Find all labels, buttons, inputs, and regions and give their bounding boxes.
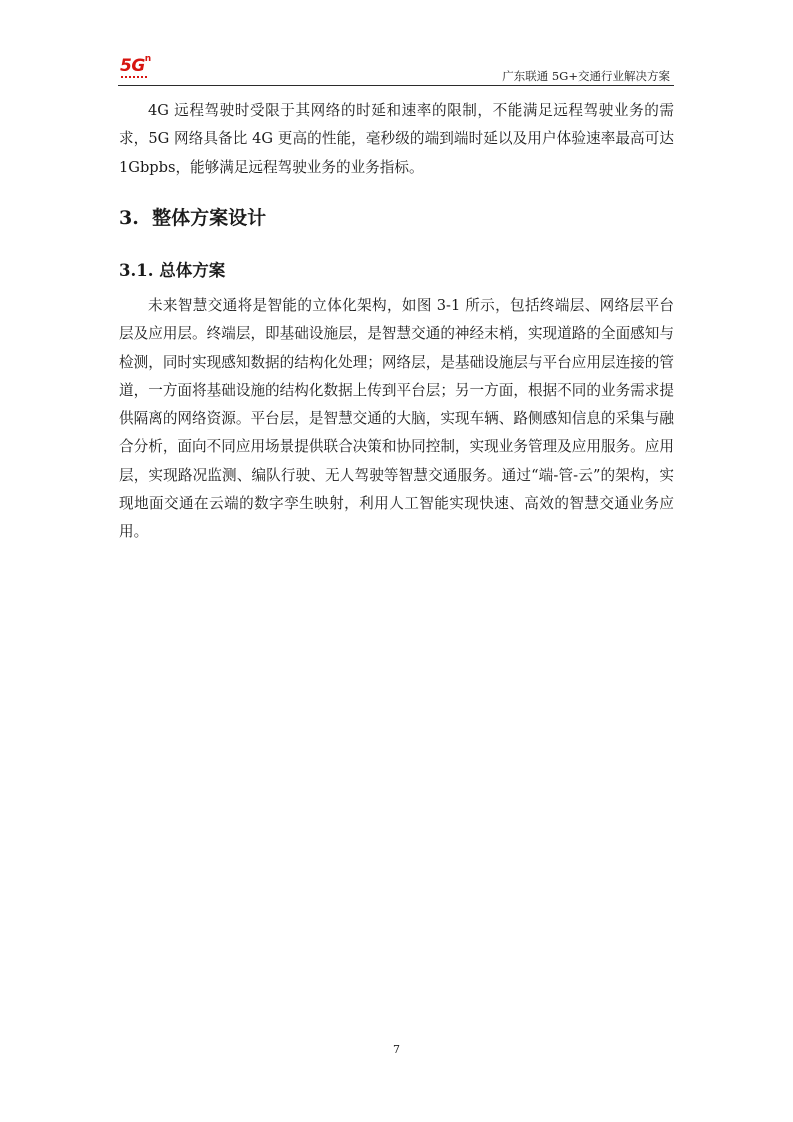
page-number: 7	[393, 1043, 400, 1056]
logo-superscript: n	[144, 54, 151, 65]
logo-tagline-mark	[121, 76, 147, 78]
intro-paragraph: 4G 远程驾驶时受限于其网络的时延和速率的限制，不能满足远程驾驶业务的需求，5G 网络具备比 4G 更高的性能，毫秒级的端到端时延以及用户体验速率最高可达 1Gbpbs，能够满足远程驾驶业务的业务指标。	[119, 102, 674, 176]
section-heading: 3. 整体方案设计	[119, 207, 267, 229]
logo-text: 5G	[120, 56, 145, 76]
document-title: 广东联通 5G+交通行业解决方案	[502, 69, 670, 83]
body-paragraph: 未来智慧交通将是智能的立体化架构，如图 3-1 所示，包括终端层、网络层平台层及应用层。终端层，即基础设施层，是智慧交通的神经末梢，实现道路的全面感知与检测，同时实现感知数据的结构化处理；网络层，是基础设施层与平台应用层连接的管道，一方面将基础设施的结构化数据上传到平台层；另一方面，根据不同的业务需求提供隔离的网络资源。平台层，是智慧交通的大脑，实现车辆、路侧感知信息的采集与融合分析，面向不同应用场景提供联合决策和协同控制，实现业务管理及应用服务。应用层，实现路况监测、编队行驶、无人驾驶等智慧交通服务。通过“端-管-云”的架构，实现地面交通在云端的数字孪生映射，利用人工智能实现快速、高效的智慧交通业务应用。	[119, 297, 674, 541]
page-header	[118, 52, 674, 86]
brand-logo	[120, 56, 151, 76]
subsection-heading: 3.1. 总体方案	[119, 261, 226, 280]
